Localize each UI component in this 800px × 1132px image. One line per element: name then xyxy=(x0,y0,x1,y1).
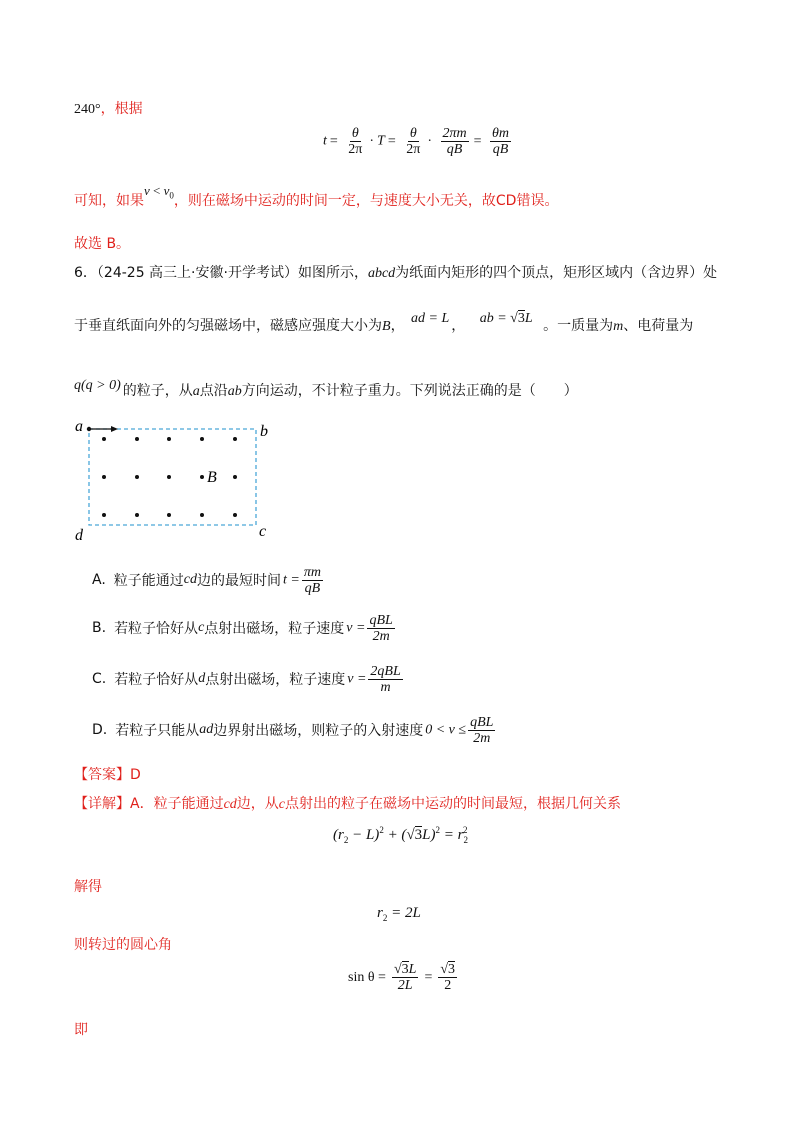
option-formula xyxy=(283,565,325,596)
frac-num: qBL xyxy=(470,714,494,730)
ab-pre: ab = xyxy=(479,311,507,326)
frac-num: θm xyxy=(492,126,510,141)
eq-sup: 2 xyxy=(435,825,441,835)
cond-v0: v xyxy=(163,183,170,198)
fraction xyxy=(490,126,511,157)
formula-t: t xyxy=(323,133,327,149)
a-symbol: a xyxy=(192,384,200,399)
comma: ， xyxy=(451,318,466,334)
cond-v: v xyxy=(144,183,150,198)
cond-sub: 0 xyxy=(169,190,174,201)
cd-symbol: cd xyxy=(183,572,197,587)
field-diagram xyxy=(70,412,280,547)
arrow-head-icon xyxy=(111,426,118,432)
option-text: 点射出磁场，粒子速度 xyxy=(204,621,345,637)
option-b[interactable] xyxy=(92,608,397,648)
sqrt-3: 3 xyxy=(448,962,456,977)
option-text: 边的最短时间 xyxy=(197,573,281,589)
point-symbol: d xyxy=(198,671,206,686)
field-region xyxy=(89,429,256,525)
frac-den: qB xyxy=(446,142,463,157)
cd-symbol: cd xyxy=(223,797,237,812)
sine-equation xyxy=(348,962,459,993)
point-symbol: c xyxy=(198,620,205,635)
detail-text: 边，从 xyxy=(236,796,279,812)
fraction xyxy=(441,126,469,157)
answer-line xyxy=(74,764,141,784)
lhs: t = xyxy=(283,572,300,588)
label-d: d xyxy=(75,527,83,544)
m-symbol: m xyxy=(613,319,624,334)
detail-line xyxy=(74,793,621,813)
line2-b: 。一质量为 xyxy=(543,318,614,334)
eq-part: + ( xyxy=(383,827,407,843)
lhs: v = xyxy=(346,620,366,636)
lhs: v = xyxy=(347,671,367,687)
option-text: 边界射出磁场，则粒子的入射速度 xyxy=(213,723,424,739)
cond-lt: < xyxy=(153,183,161,198)
angle-value: 240° xyxy=(74,102,101,117)
angle-suffix: ，根据 xyxy=(100,101,143,117)
frac-den: 2 xyxy=(444,978,452,993)
frac-den: 2m xyxy=(473,730,491,746)
ab-symbol: ab xyxy=(227,384,242,399)
radius-result xyxy=(377,905,421,923)
eq-part: (r xyxy=(333,827,344,843)
line3-a: 的粒子，从 xyxy=(122,383,193,399)
fraction xyxy=(404,126,422,157)
frac-den: qB xyxy=(304,580,321,596)
line2-a: 于垂直纸面向外的匀强磁场中，磁感应强度大小为 xyxy=(74,318,382,334)
detail-text: 点射出的粒子在磁场中运动的时间最短，根据几何关系 xyxy=(285,796,622,812)
eq-r: r xyxy=(377,905,383,921)
question-line-3 xyxy=(74,380,578,400)
choose-line: 故选 B。 xyxy=(74,236,131,252)
option-c[interactable] xyxy=(92,659,405,699)
q-expr: q(q > 0) xyxy=(74,378,121,393)
angle-label: 则转过的圆心角 xyxy=(74,937,172,953)
equals: = xyxy=(424,969,433,985)
line2-c: 、电荷量为 xyxy=(623,318,694,334)
frac-num: θ xyxy=(409,126,417,141)
question-line-2 xyxy=(74,311,694,335)
frac-num: qBL xyxy=(369,612,393,628)
option-letter: A. xyxy=(92,572,106,588)
condition xyxy=(144,183,174,201)
option-text: 点射出磁场，粒子速度 xyxy=(205,672,346,688)
line3-c: 方向运动，不计粒子重力。下列说法正确的是（ ） xyxy=(241,383,578,399)
option-d[interactable] xyxy=(92,710,497,750)
detail-text: A．粒子能通过 xyxy=(130,796,224,812)
frac-num: θ xyxy=(351,126,359,141)
line1-rest: 为纸面内矩形的四个顶点，矩形区域内（含边界）处 xyxy=(395,265,718,281)
answer-label: 【答案】 xyxy=(74,767,130,783)
label-c: c xyxy=(259,523,267,540)
option-text: 若粒子恰好从 xyxy=(114,621,199,637)
frac-den: 2π xyxy=(406,142,421,157)
sin-lhs: sin θ = xyxy=(348,969,386,985)
option-text: 若粒子只能从 xyxy=(115,723,200,739)
frac-num: 2πm xyxy=(442,126,467,141)
B-symbol: B xyxy=(382,319,391,334)
option-a[interactable] xyxy=(92,560,325,600)
conclusion-pre: 可知，如果 xyxy=(74,193,144,209)
frac-L: L xyxy=(408,962,417,977)
abcd: abcd xyxy=(367,266,396,281)
option-letter: D. xyxy=(92,722,108,738)
frac-den: 2L xyxy=(397,978,413,993)
eq-part: = r xyxy=(440,827,464,843)
option-text: 粒子能通过 xyxy=(113,573,184,589)
frac-num: 2qBL xyxy=(370,663,401,679)
conclusion-line xyxy=(74,183,559,211)
option-formula xyxy=(347,664,405,695)
eq-sup: 2 xyxy=(462,825,468,835)
comma: ， xyxy=(390,318,405,334)
frac-den: qB xyxy=(492,142,509,157)
answer-value: D xyxy=(130,767,141,783)
c-symbol: c xyxy=(278,797,286,812)
formula-T: T xyxy=(377,133,385,149)
lhs: 0 < v ≤ xyxy=(425,722,467,738)
fraction: $\frac{√3L}{2L}$ xyxy=(393,962,417,993)
eq-part: − L) xyxy=(348,827,380,843)
eq-sqrt: 3 xyxy=(414,827,423,843)
eq-sub: 2 xyxy=(463,835,468,845)
frac-den: m xyxy=(380,679,391,695)
edge-symbol: ad xyxy=(199,722,214,737)
option-letter: B. xyxy=(92,620,107,636)
fraction: $\frac{√3}{2}$ xyxy=(440,962,456,993)
label-a: a xyxy=(75,418,83,435)
question-source: （24-25 高三上·安徽·开学考试）如图所示， xyxy=(96,265,368,281)
question-number: 6． xyxy=(74,265,97,281)
sqrt-3: 3 xyxy=(401,962,409,977)
geometry-equation: $(r_2 - L)^2 + (√3L)^2 = r_2^2$ xyxy=(333,825,468,845)
eq-part: L) xyxy=(422,827,436,843)
period-formula: t = $\frac{\theta}{2\pi}$ · T = $\frac{\theta}{2\pi}$ · $\frac{2\pi m}{qB}$ = $\frac{\theta m}{qB}$ xyxy=(323,126,510,157)
detail-label: 【详解】 xyxy=(74,796,130,812)
option-formula xyxy=(346,613,397,644)
line3-b: 点沿 xyxy=(199,383,228,399)
ab-eq: ab = √3L xyxy=(479,311,533,326)
eq-sub: 2 xyxy=(343,835,349,845)
angle-line xyxy=(74,98,143,118)
sqrt-3: 3 xyxy=(517,311,525,326)
question-line-1 xyxy=(74,262,717,282)
eq-sup: 2 xyxy=(379,825,384,835)
label-B: B xyxy=(207,469,217,486)
fraction xyxy=(346,126,364,157)
label-b: b xyxy=(260,423,268,440)
eq-rest: = 2L xyxy=(387,905,421,921)
option-letter: C. xyxy=(92,671,107,687)
frac-den: 2m xyxy=(372,628,390,644)
solve-label: 解得 xyxy=(74,879,102,895)
option-formula xyxy=(425,715,497,746)
eq-sub: 2 xyxy=(382,913,388,923)
ad-eq: ad = L xyxy=(411,311,450,326)
ji-label: 即 xyxy=(74,1022,88,1038)
conclusion-post: ，则在磁场中运动的时间一定，与速度大小无关，故CD错误。 xyxy=(173,193,559,209)
ab-L: L xyxy=(524,311,533,326)
option-text: 若粒子恰好从 xyxy=(114,672,199,688)
frac-den: 2π xyxy=(348,142,363,157)
frac-num: πm xyxy=(303,564,321,580)
